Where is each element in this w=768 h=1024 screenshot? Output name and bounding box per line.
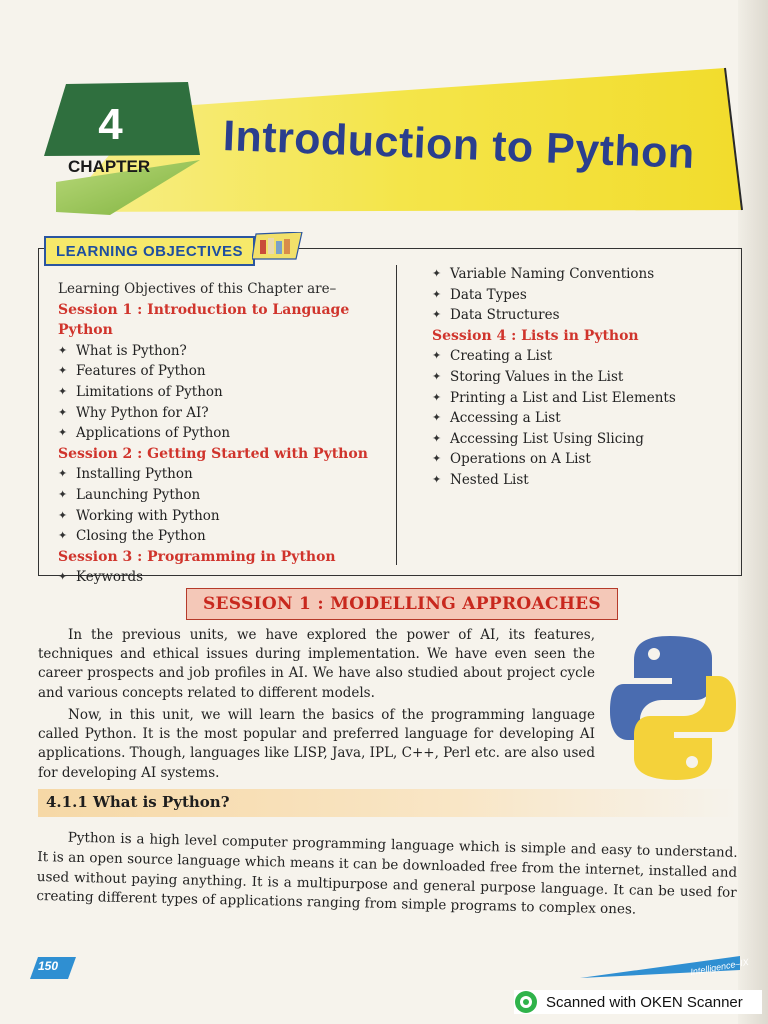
four-point-star-icon: ✦ (432, 472, 442, 486)
four-point-star-icon: ✦ (58, 467, 68, 481)
objective-item (58, 464, 394, 485)
intro-paragraph-1: In the previous units, we have explored the power of AI, its features, techniques and ethical issues during implementation. We have even seen the career prospects and job profiles in AI. We have also studied about project cycle and various concepts related to different models. (38, 627, 595, 701)
chapter-number: 4 (98, 100, 123, 149)
objective-label: Applications of Python (76, 425, 231, 442)
four-point-star-icon: ✦ (58, 405, 68, 419)
objective-label: Data Structures (450, 307, 560, 324)
objective-label: Storing Values in the List (450, 368, 624, 385)
session-banner-title: SESSION 1 : MODELLING APPROACHES (202, 594, 602, 614)
objective-item (432, 264, 732, 285)
objective-item (58, 403, 394, 424)
intro-paragraph-2: Now, in this unit, we will learn the basics of the programming language called Python. It is the most popular and preferred language for developing AI applications. Though, languages like LISP, Java, IPL, C++, Perl etc. are also used for developing AI systems. (38, 707, 596, 781)
chapter-title: Introduction to Python (222, 112, 696, 179)
objectives-right-column (432, 264, 732, 491)
objective-item (432, 408, 732, 429)
objective-label: Nested List (450, 471, 529, 488)
objective-item (58, 423, 394, 444)
four-point-star-icon: ✦ (432, 390, 442, 404)
objective-item (58, 567, 394, 588)
session-heading: Session 3 : Programming in Python (58, 548, 336, 565)
objective-label: Why Python for AI? (76, 404, 209, 421)
scanner-text: Scanned with OKEN Scanner (546, 993, 743, 1011)
objective-label: Operations on A List (450, 451, 591, 468)
footer-strip-text: Intelligence–IX (689, 956, 750, 978)
four-point-star-icon: ✦ (432, 349, 442, 363)
four-point-star-icon: ✦ (432, 287, 442, 301)
section-heading: 4.1.1 What is Python? (46, 793, 230, 811)
column-divider (396, 265, 397, 565)
objective-item (432, 429, 732, 450)
session-heading: Session 4 : Lists in Python (432, 327, 639, 344)
four-point-star-icon: ✦ (58, 343, 68, 357)
scanner-watermark (514, 990, 762, 1014)
objectives-intro: Learning Objectives of this Chapter are– (58, 281, 337, 297)
learning-objectives-tab (44, 236, 255, 266)
four-point-star-icon: ✦ (58, 529, 68, 543)
four-point-star-icon: ✦ (58, 487, 68, 501)
objective-item (58, 361, 394, 382)
objective-label: Accessing List Using Slicing (450, 430, 644, 447)
objective-label: Closing the Python (76, 528, 206, 545)
what-is-python-paragraph: Python is a high level computer programming language which is simple and easy to understand. It is an open source language which means it can be downloaded free from the internet, installed and used without paying anything. It is a multipurpose and general purpose language. It can be used for creating different types of applications ranging from simple programs to complex ones. (36, 829, 738, 918)
objective-label: Data Types (450, 286, 527, 303)
page-number: 150 (38, 959, 59, 973)
four-point-star-icon: ✦ (58, 426, 68, 440)
objective-item (432, 285, 732, 306)
objective-item (432, 346, 732, 367)
books-icon (252, 232, 304, 260)
objective-item (58, 341, 394, 362)
four-point-star-icon: ✦ (58, 384, 68, 398)
four-point-star-icon: ✦ (432, 308, 442, 322)
objective-label: Keywords (76, 569, 144, 586)
four-point-star-icon: ✦ (432, 369, 442, 383)
objective-item (432, 367, 732, 388)
four-point-star-icon: ✦ (432, 267, 442, 280)
python-logo-icon (610, 634, 736, 782)
four-point-star-icon: ✦ (58, 570, 68, 584)
four-point-star-icon: ✦ (432, 452, 442, 466)
objectives-left-column (58, 279, 394, 588)
objective-label: Variable Naming Conventions (450, 266, 655, 282)
objective-item (58, 526, 394, 547)
oken-scanner-icon (514, 990, 538, 1014)
four-point-star-icon: ✦ (58, 364, 68, 378)
objective-item (432, 305, 732, 326)
four-point-star-icon: ✦ (432, 411, 442, 425)
learning-objectives-label: LEARNING OBJECTIVES (56, 242, 244, 260)
objective-label: Creating a List (450, 348, 553, 365)
objective-item (432, 449, 732, 470)
objective-item (432, 388, 732, 409)
objective-item (58, 485, 394, 506)
objective-label: Working with Python (76, 507, 220, 524)
objective-label: Limitations of Python (76, 383, 223, 400)
objective-item (58, 382, 394, 403)
objective-label: Features of Python (76, 363, 206, 380)
objective-label: Accessing a List (450, 410, 561, 427)
objective-label: Printing a List and List Elements (450, 389, 676, 406)
objective-item (432, 470, 732, 491)
four-point-star-icon: ✦ (432, 431, 442, 445)
objective-label: What is Python? (76, 342, 187, 359)
chapter-label: CHAPTER (68, 157, 151, 176)
session-heading: Session 2 : Getting Started with Python (58, 445, 368, 462)
session-banner (186, 588, 618, 620)
objective-label: Launching Python (76, 486, 201, 503)
session-heading: Session 1 : Introduction to Language Python (58, 301, 350, 339)
four-point-star-icon: ✦ (58, 508, 68, 522)
objective-label: Installing Python (76, 466, 193, 483)
objective-item (58, 506, 394, 527)
